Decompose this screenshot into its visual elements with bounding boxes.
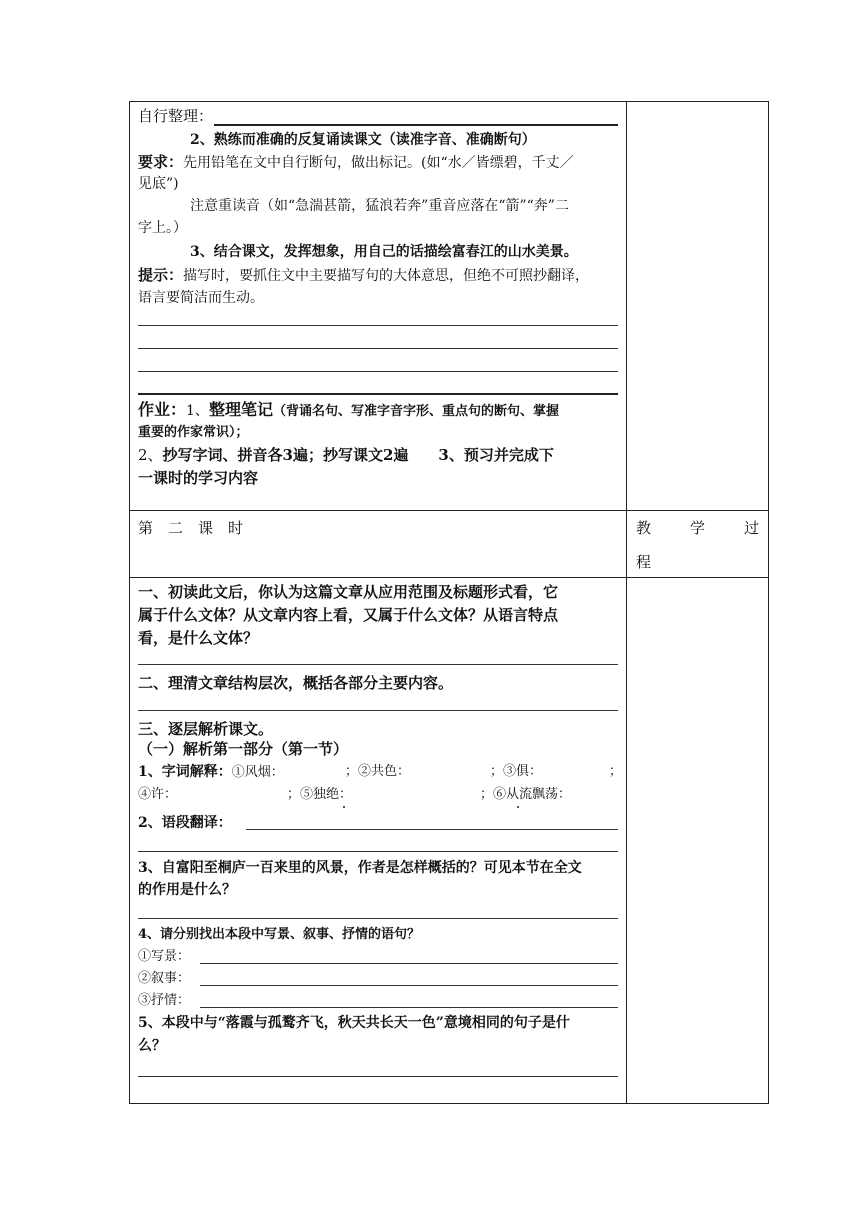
answer-line bbox=[138, 325, 618, 326]
homework-text2: 抄写字词、拼音各3遍；抄写课文2遍 3、预习并完成下 bbox=[162, 446, 554, 464]
homework-num1: 1、 bbox=[186, 403, 209, 419]
homework-num2: 2、 bbox=[138, 446, 163, 464]
homework-detail: （背诵名句、写准字音字形、重点句的断句、掌握 bbox=[272, 404, 559, 419]
emphasis-dot bbox=[343, 806, 345, 808]
vocab-item-3: ；③俱： bbox=[490, 764, 543, 779]
answer-line bbox=[138, 918, 618, 919]
requirement-line1 bbox=[138, 152, 574, 173]
homework-line2 bbox=[138, 445, 554, 466]
emotion-label: ③抒情： bbox=[138, 993, 191, 1008]
process-char-2: 学 bbox=[690, 519, 706, 537]
tip-label: 提示： bbox=[138, 266, 184, 284]
question-3-5-line1: 5、本段中与“落霞与孤鹜齐飞，秋天共长天一色”意境相同的句子是什 bbox=[138, 1015, 570, 1031]
emphasis-dot bbox=[517, 806, 519, 808]
homework-line3: 一课时的学习内容 bbox=[138, 469, 259, 487]
homework-label: 作业： bbox=[138, 400, 187, 419]
note-line1: 注意重读音（如“急湍甚箭，猛浪若奔”重音应落在“箭”“奔”二 bbox=[190, 198, 569, 214]
process-char-3: 过 bbox=[744, 519, 760, 537]
table-row-divider bbox=[129, 510, 769, 511]
answer-line bbox=[138, 371, 618, 372]
answer-line bbox=[138, 393, 618, 395]
process-char-4: 程 bbox=[636, 553, 652, 571]
requirement-text: 先用铅笔在文中自行断句，做出标记。(如“水／皆缥碧，千丈／ bbox=[183, 155, 574, 171]
self-organize-blank bbox=[214, 124, 618, 126]
note-line2: 字上。） bbox=[138, 220, 187, 236]
question-3-5-line2: 么？ bbox=[138, 1038, 166, 1054]
narrate-label: ②叙事： bbox=[138, 971, 191, 986]
answer-line bbox=[138, 664, 618, 665]
vocab-item-4: ④许： bbox=[138, 787, 178, 802]
table-row-divider bbox=[129, 577, 769, 578]
question-3-4: 4、请分别找出本段中写景、叙事、抒情的语句？ bbox=[138, 927, 421, 942]
answer-line bbox=[138, 348, 618, 349]
narrate-blank bbox=[200, 985, 618, 986]
homework-line1 bbox=[138, 400, 559, 422]
item3-title: 3、结合课文，发挥想象，用自己的话描绘富春江的山水美景。 bbox=[190, 244, 578, 260]
vocab-item-6: ；⑥从流飘荡： bbox=[480, 787, 572, 802]
vocab-item-1: ①风烟： bbox=[231, 765, 284, 780]
question-1-line3: 看，是什么文体？ bbox=[138, 629, 259, 647]
homework-title: 整理笔记 bbox=[208, 400, 273, 419]
translate-label: 2、语段翻译： bbox=[138, 815, 232, 831]
item2-title: 2、熟练而准确的反复诵读课文（读准字音、准确断句） bbox=[190, 132, 536, 148]
tip-line2: 语言要简洁而生动。 bbox=[138, 290, 264, 306]
question-3: 三、逐层解析课文。 bbox=[138, 720, 274, 738]
process-char-1: 教 bbox=[636, 519, 652, 537]
answer-line bbox=[138, 851, 618, 852]
question-1-line1: 一、初读此文后，你认为这篇文章从应用范围及标题形式看，它 bbox=[138, 583, 559, 601]
vocab-item-5: ；⑤独绝： bbox=[287, 787, 353, 802]
vocab-line1 bbox=[138, 762, 284, 783]
requirement-line2: 见底”) bbox=[138, 176, 179, 192]
homework-line1-cont: 重要的作家常识）； bbox=[138, 425, 249, 440]
vocab-label: 1、字词解释： bbox=[138, 764, 232, 780]
question-1-line2: 属于什么文体？从文章内容上看，又属于什么文体？从语言特点 bbox=[138, 606, 559, 624]
question-2: 二、理清文章结构层次，概括各部分主要内容。 bbox=[138, 674, 454, 692]
self-organize-label: 自行整理： bbox=[138, 107, 214, 125]
tip-line1 bbox=[138, 265, 589, 286]
scene-label: ①写景： bbox=[138, 949, 191, 964]
scene-blank bbox=[200, 963, 618, 964]
vocab-semicolon: ； bbox=[609, 764, 623, 779]
answer-line bbox=[138, 710, 618, 711]
lesson-period-title: 第 二 课 时 bbox=[138, 519, 244, 537]
question-3-3-line2: 的作用是什么？ bbox=[138, 882, 236, 898]
table-column-divider bbox=[626, 101, 627, 1104]
translate-blank bbox=[246, 829, 618, 830]
vocab-item-2: ；②共色： bbox=[345, 764, 411, 779]
requirement-label: 要求： bbox=[138, 153, 184, 171]
answer-line bbox=[138, 1076, 618, 1077]
part1-heading: （一）解析第一部分（第一节） bbox=[138, 740, 349, 758]
question-3-3-line1: 3、自富阳至桐庐一百来里的风景，作者是怎样概括的？可见本节在全文 bbox=[138, 860, 582, 876]
emotion-blank bbox=[200, 1007, 618, 1008]
tip-text: 描写时，要抓住文中主要描写句的大体意思，但绝不可照抄翻译， bbox=[183, 268, 590, 284]
